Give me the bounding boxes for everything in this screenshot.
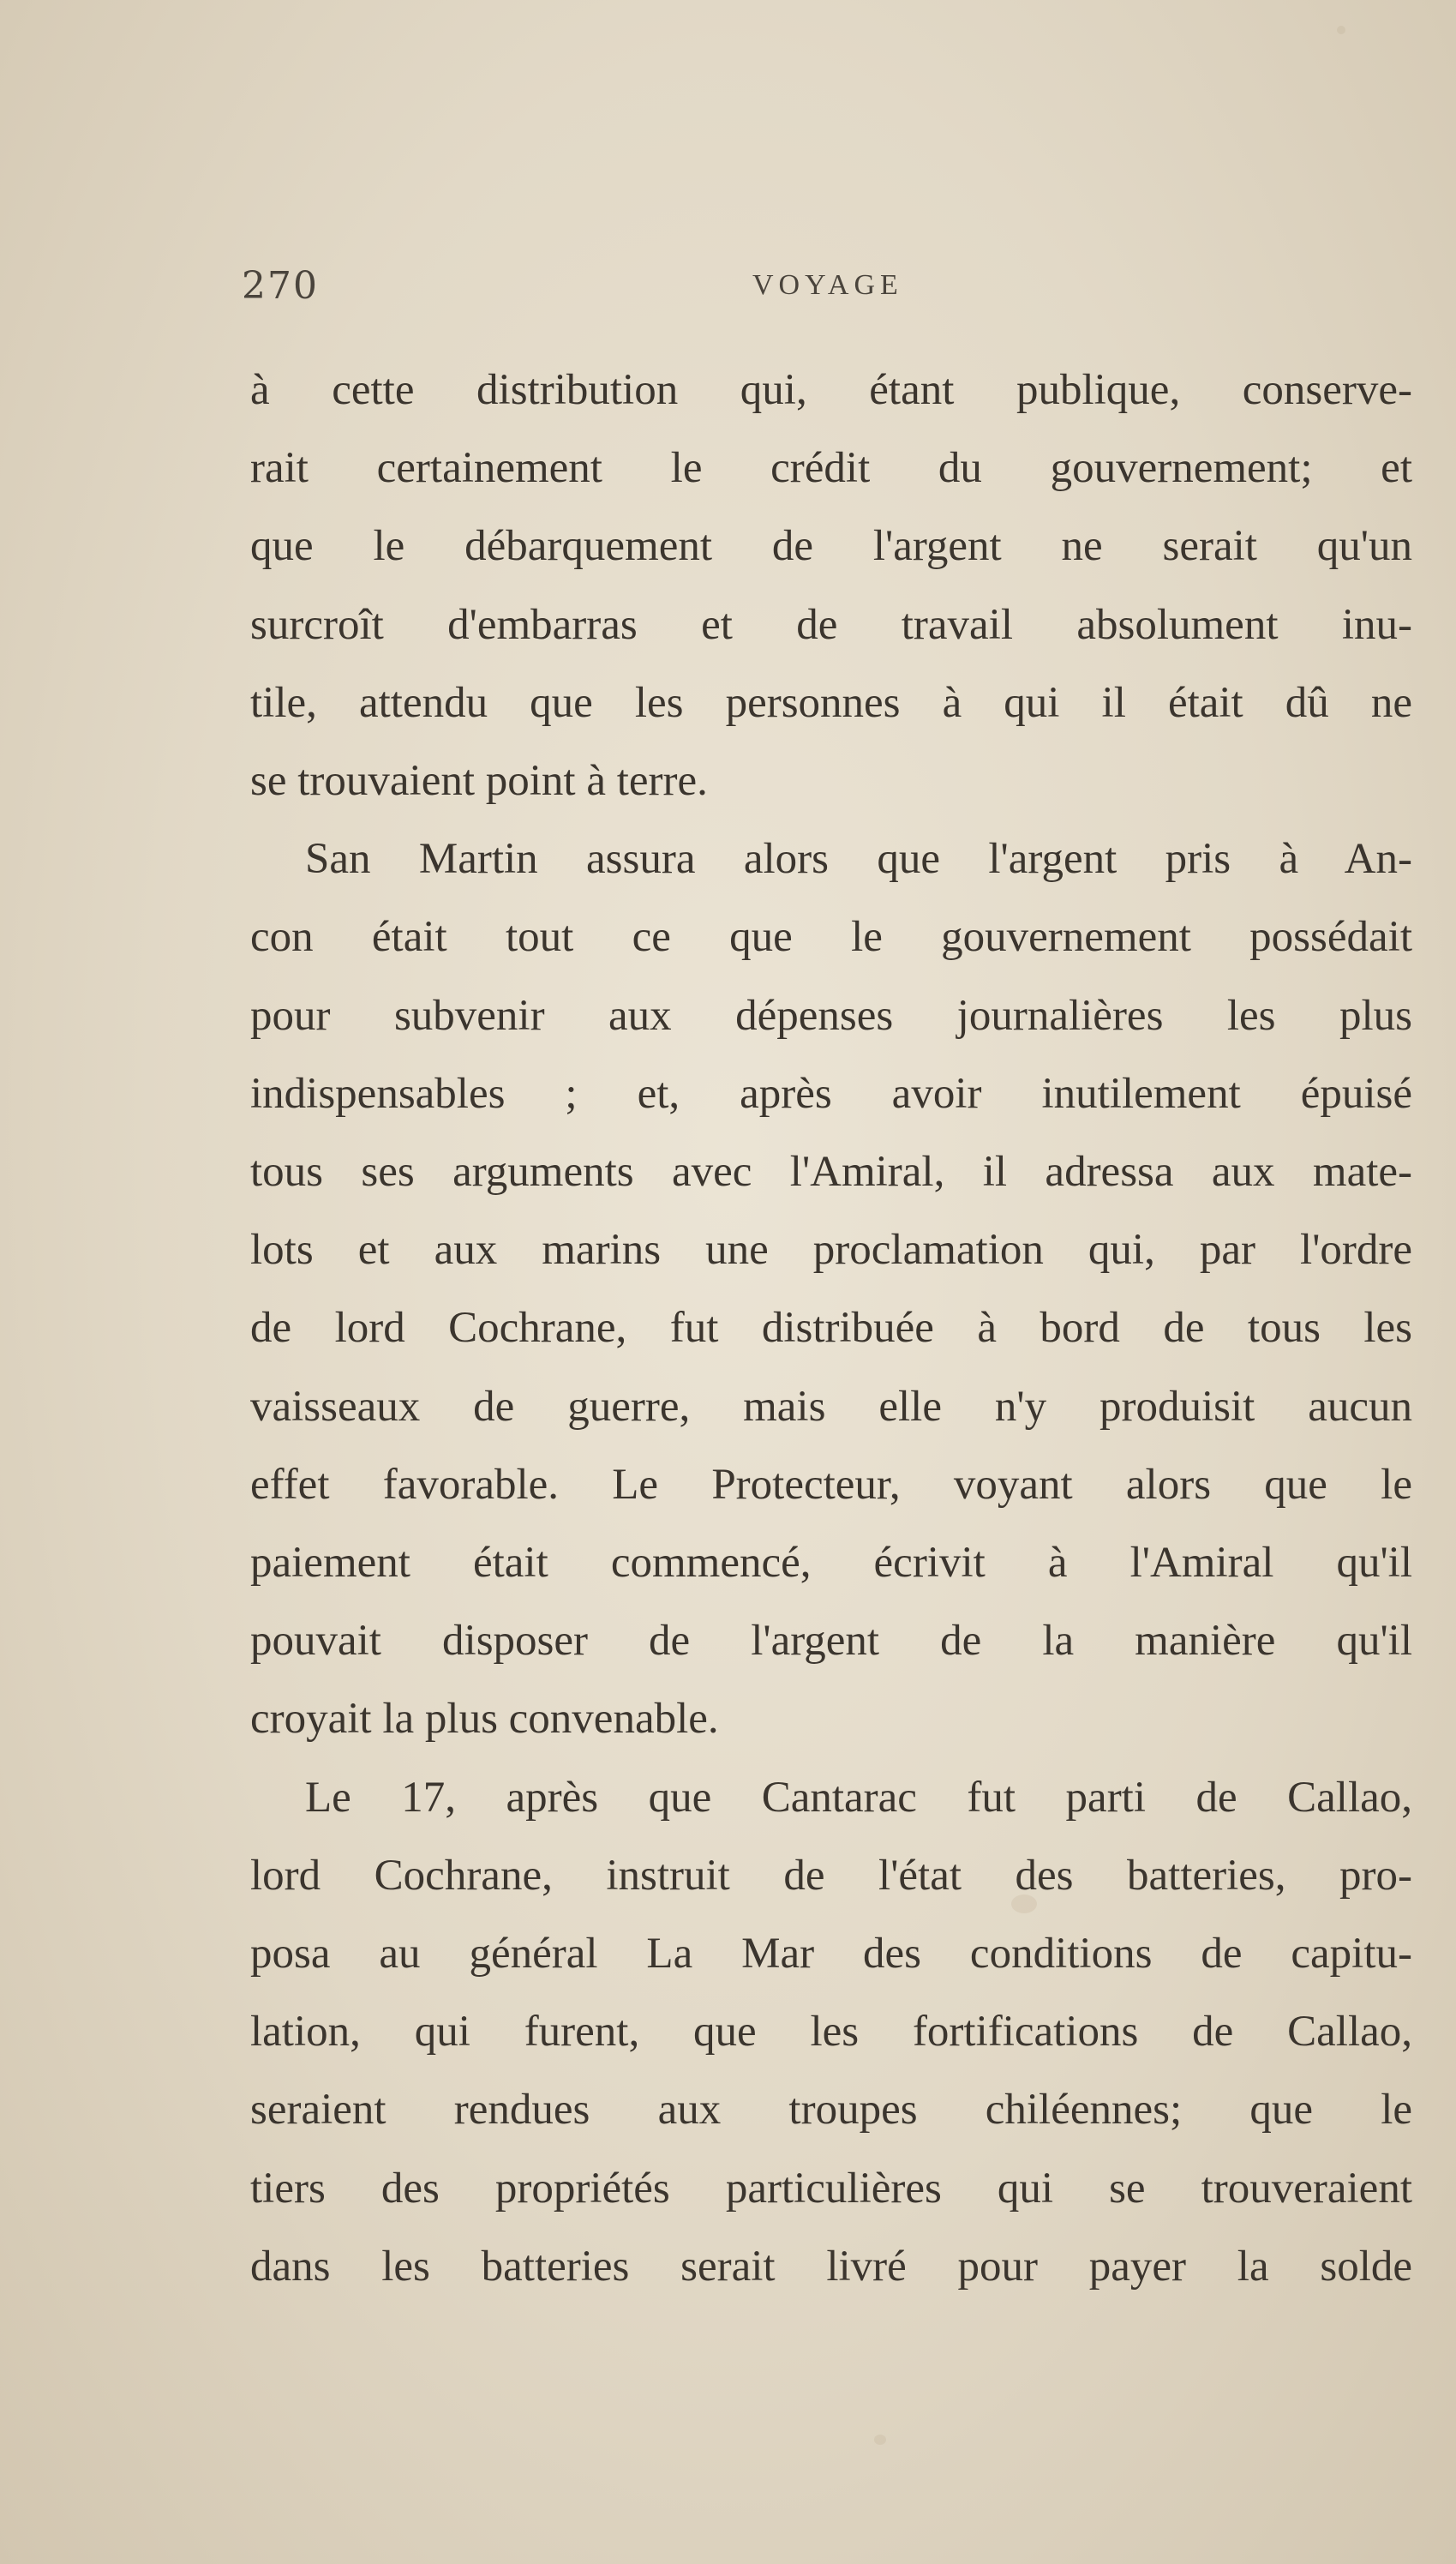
foxing-spot [1337,26,1345,34]
text-line: paiement était commencé, écrivit à l'Amiral qu'il [250,1539,1412,1588]
text-line: vaisseaux de guerre, mais elle n'y produisit aucun [250,1382,1412,1431]
text-line: posa au général La Mar des conditions de capitu- [250,1930,1412,1979]
text-line: que le débarquement de l'argent ne serait qu'un [250,522,1412,571]
paragraph-start-line: Le 17, après que Cantarac fut parti de Callao, [305,1773,1412,1822]
foxing-spot [874,2435,886,2445]
text-line: effet favorable. Le Protecteur, voyant alors que le [250,1460,1412,1509]
text-line: tous ses arguments avec l'Amiral, il adressa aux mate- [250,1148,1412,1197]
text-line: lots et aux marins une proclamation qui, par l'ordre [250,1226,1412,1275]
text-line: tiers des propriétés particulières qui se trouveraient [250,2164,1412,2213]
text-line: dans les batteries serait livré pour payer la solde [250,2242,1412,2291]
running-head [0,264,1456,315]
text-line: rait certainement le crédit du gouvernement; et [250,444,1412,493]
text-line: indispensables ; et, après avoir inutilement épuisé [250,1069,1412,1118]
text-line: con était tout ce que le gouvernement possédait [250,913,1412,962]
paragraph-start-line: San Martin assura alors que l'argent pris à An- [305,835,1412,884]
text-line: pouvait disposer de l'argent de la manière qu'il [250,1617,1412,1666]
text-line: surcroît d'embarras et de travail absolument inu- [250,600,1412,649]
text-line: se trouvaient point à terre. [250,757,708,806]
text-line: croyait la plus convenable. [250,1695,719,1744]
text-line: seraient rendues aux troupes chiléennes; que le [250,2086,1412,2135]
text-line: pour subvenir aux dépenses journalières les plus [250,991,1412,1040]
text-line: de lord Cochrane, fut distribuée à bord de tous les [250,1304,1412,1353]
text-line: à cette distribution qui, étant publique, conserve- [250,366,1412,414]
text-line: lord Cochrane, instruit de l'état des batteries, pro- [250,1851,1412,1900]
text-line: tile, attendu que les personnes à qui il était dû ne [250,678,1412,727]
body-text [250,351,1416,2306]
page-number: 270 [242,264,319,308]
text-line: lation, qui furent, que les fortifications de Callao, [250,2008,1412,2057]
running-title: VOYAGE [752,269,903,301]
